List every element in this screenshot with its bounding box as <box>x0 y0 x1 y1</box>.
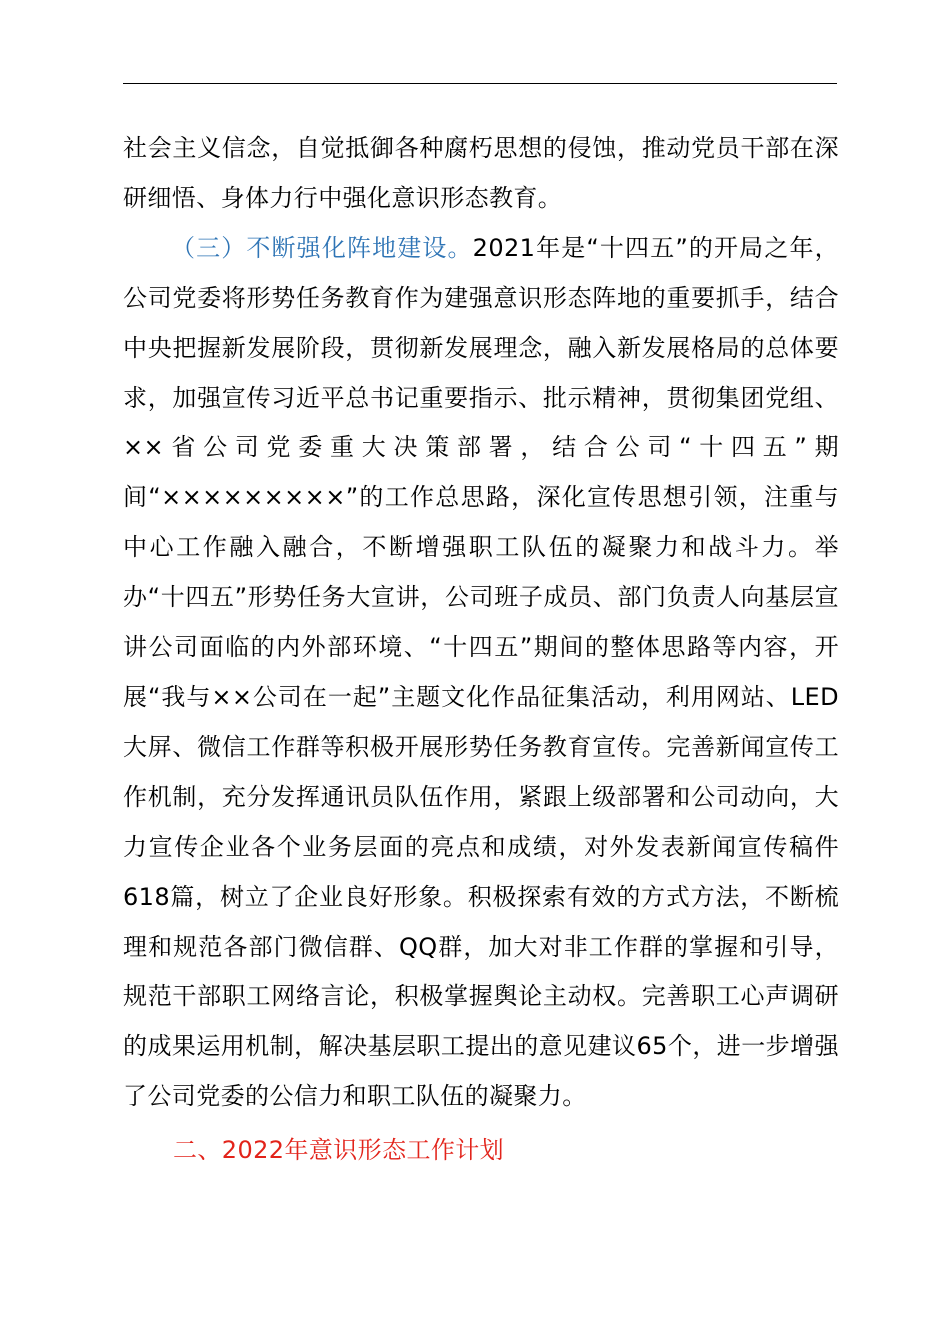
paragraph-continuation: 社会主义信念，自觉抵御各种腐朽思想的侵蚀，推动党员干部在深研细悟、身体力行中强化意识形态教育。 <box>123 134 839 212</box>
header-rule <box>123 83 837 84</box>
section-heading-2022-plan: 二、2022年意识形态工作计划 <box>173 1136 505 1165</box>
document-body <box>123 124 839 1176</box>
paragraph-position-building-body: 2021年是“十四五”的开局之年，公司党委将形势任务教育作为建强意识形态阵地的重要抓手，结合中央把握新发展阶段，贯彻新发展理念，融入新发展格局的总体要求，加强宣传习近平总书记重要指示、批示精神，贯彻集团党组、××省公司党委重大决策部署，结合公司“十四五”期间“×××××××××”的工作总思路，深化宣传思想引领，注重与中心工作融入融合，不断增强职工队伍的凝聚力和战斗力。举办“十四五”形势任务大宣讲，公司班子成员、部门负责人向基层宣讲公司面临的内外部环境、“十四五”期间的整体思路等内容，开展“我与××公司在一起”主题文化作品征集活动，利用网站、LED大屏、微信工作群等积极开展形势任务教育宣传。完善新闻宣传工作机制，充分发挥通讯员队伍作用，紧跟上级部署和公司动向，大力宣传企业各个业务层面的亮点和成绩，对外发表新闻宣传稿件618篇，树立了企业良好形象。积极探索有效的方式方法，不断梳理和规范各部门微信群、QQ群，加大对非工作群的掌握和引导，规范干部职工网络言论，积极掌握舆论主动权。完善职工心声调研的成果运用机制，解决基层职工提出的意见建议65个，进一步增强了公司党委的公信力和职工队伍的凝聚力。 <box>123 233 839 1111</box>
paragraph-position-building <box>123 224 839 1122</box>
subheading-position-building: （三）不断强化阵地建设。 <box>171 233 473 262</box>
